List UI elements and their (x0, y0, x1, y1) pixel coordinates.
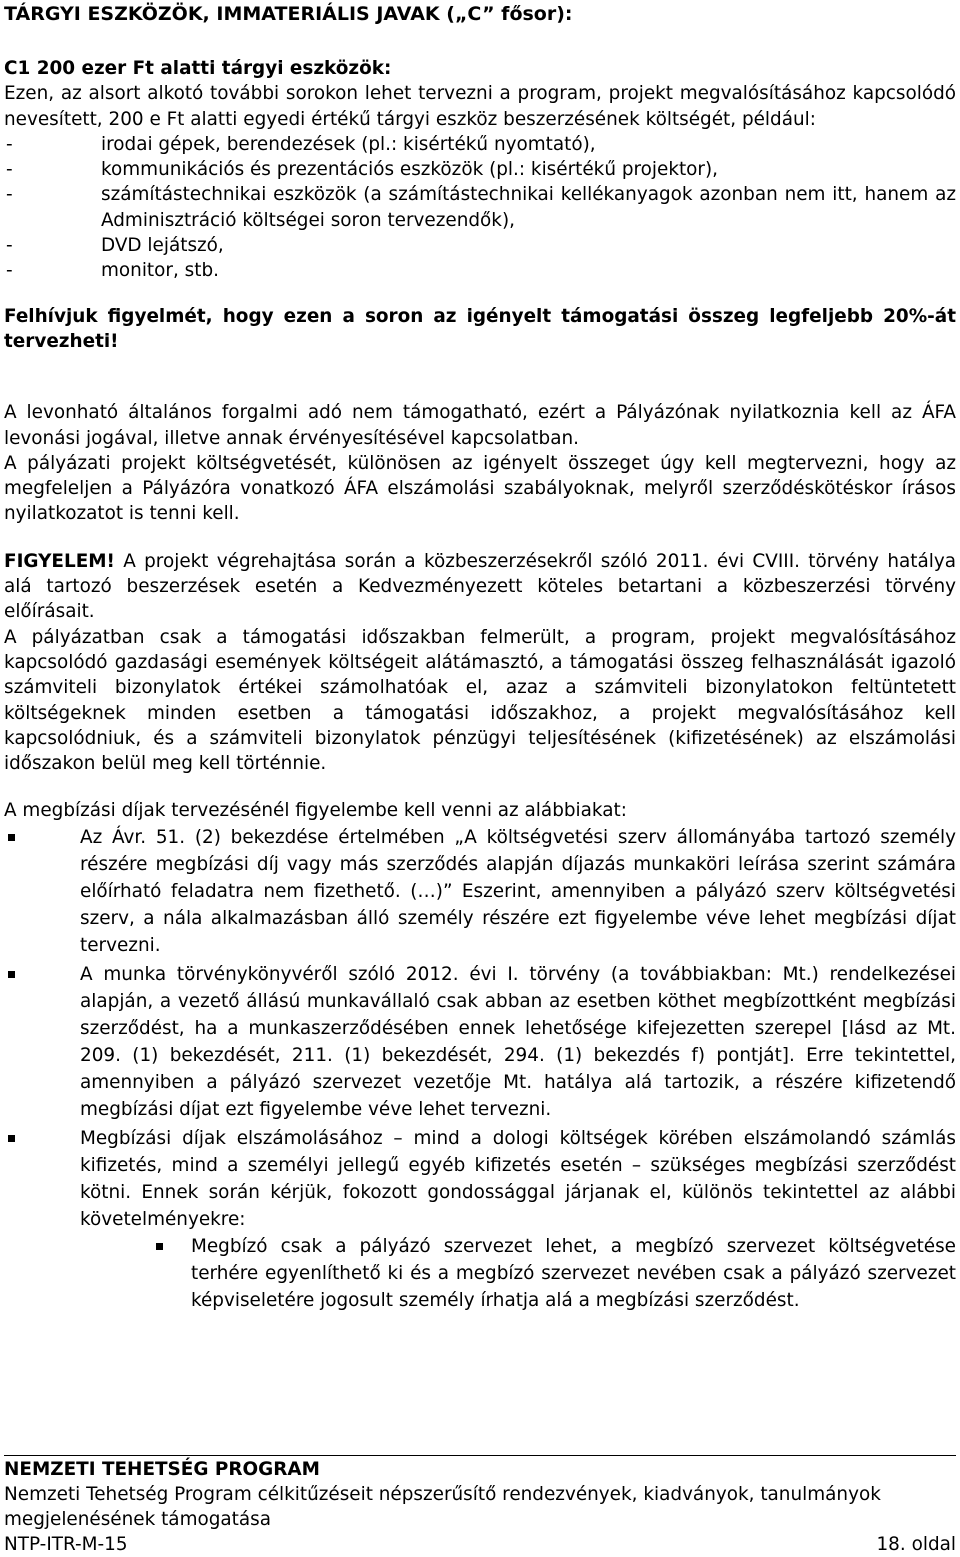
megbizasi-sublist (80, 1233, 956, 1314)
list-item: Az Ávr. 51. (2) bekezdése értelmében „A költségvetési szerv állományába tartozó személy részére megbízási díj vagy más szerződés alapján díjazás munkaköri leírása szerint számára előírható feladatra nem fizethető. (…)” Eszerint, amennyiben a pályázó szerv költségvetési szerv, a nála alkalmazásban álló személy részére ezt figyelembe véve lehet megbízási díjat tervezni. (4, 824, 956, 959)
c1-item-list (4, 132, 956, 284)
footer-code: NTP-ITR-M-15 (4, 1534, 128, 1555)
footer-row (4, 1532, 956, 1557)
page-number: 18. oldal (876, 1534, 956, 1555)
megbizasi-intro: A megbízási díjak tervezésénél figyelembe kell venni az alábbiakat: (4, 800, 627, 822)
page-footer (4, 1455, 956, 1557)
elszamolas-paragraph: A pályázatban csak a támogatási időszakban felmerült, a program, projekt megvalósításához kapcsolódó gazdasági események költségeit alátámasztó, a támogatási összeg felhasználását igazoló számviteli bizonylatok értékei számolhatóak el, azaz a számviteli bizonylatokon feltüntetett költségeknek minden esetben a támogatási időszakhoz, a projekt megvalósításához kell kapcsolódniuk, és a számviteli bizonylatok pénzügyi teljesítésének (kifizetésének) az elszámolási időszakon belül meg kell történnie. (4, 626, 956, 775)
dash-bullet: - (6, 235, 13, 257)
list-item: Megbízó csak a pályázó szervezet lehet, a megbízó szervezet költségvetése terhére egyenlíthető ki és a megbízó szervezet nevében csak a pályázó szervezet képviseletére jogosult személy írhatja alá a megbízási szerződést. (4, 1233, 956, 1314)
figyelem-label: FIGYELEM! (4, 550, 115, 572)
square-bullet-icon (8, 1135, 15, 1142)
afa-paragraph-1: A levonható általános forgalmi adó nem támogatható, ezért a Pályázónak nyilatkoznia kell az ÁFA levonási jogával, illetve annak érvényesítésével kapcsolatban. (4, 402, 956, 449)
dash-bullet: - (6, 260, 13, 282)
document-page (4, 2, 956, 1314)
section-title: TÁRGYI ESZKÖZÖK, IMMATERIÁLIS JAVAK („C” fősor): (4, 3, 573, 25)
dash-bullet: - (6, 133, 13, 155)
c1-warning: Felhívjuk figyelmét, hogy ezen a soron az igényelt támogatási összeg legfeljebb 20%-át tervezheti! (4, 305, 956, 352)
list-item: Megbízási díjak elszámolásához – mind a dologi költségek körében elszámolandó számlás kifizetés, mind a személyi jellegű egyéb kifizetés esetén – szükséges megbízási szerződést kötni. Ennek során kérjük, fokozott gondossággal járjanak el, különös tekintettel az alábbi követelményekre: Megbízó csak a pályázó szervezet lehet, a megbízó szervezet költségvetése terhére egyenlíthető ki és a megbízó szervezet nevében csak a pályázó szervezet képviseletére jogosult személy írhatja alá a megbízási szerződést. (4, 1125, 956, 1314)
list-item: - monitor, stb. (6, 258, 956, 283)
figyelem-text: A projekt végrehajtása során a közbeszerzésekről szóló 2011. évi CVIII. törvény hatálya alá tartozó beszerzések esetén a Kedvezményezett köteles betartani a közbeszerzési törvény előírásait. (4, 550, 956, 623)
square-bullet-icon (8, 971, 15, 978)
footer-program-name: NEMZETI TEHETSÉG PROGRAM (4, 1459, 320, 1480)
megbizasi-list (4, 824, 956, 1314)
list-item: A munka törvénykönyvéről szóló 2012. évi I. törvény (a továbbiakban: Mt.) rendelkezései alapján, a vezető állású munkavállaló csak abban az esetben köthet megbízottként megbízási szerződést, ha a munkaszerződésében ennek lehetősége kifejezetten szerepel [lásd az Mt. 209. (1) bekezdését, 211. (1) bekezdését, 294. (1) bekezdés f) pontját]. Erre tekintettel, amennyiben a pályázó szervezet vezetője Mt. hatálya alá tartozik, a részére kifizetendő megbízási díjat ezt figyelembe véve lehet tervezni. (4, 961, 956, 1123)
c1-heading: C1 200 ezer Ft alatti tárgyi eszközök: (4, 58, 392, 79)
list-item: - DVD lejátszó, (6, 233, 956, 258)
c1-intro: Ezen, az alsort alkotó további sorokon lehet tervezni a program, projekt megvalósításához kapcsolódó nevesített, 200 e Ft alatti egyedi értékű tárgyi eszköz beszerzésének költségét, például: (4, 83, 956, 130)
afa-paragraph-2: A pályázati projekt költségvetését, különösen az igényelt összeget úgy kell megtervezni, hogy az megfeleljen a Pályázóra vonatkozó ÁFA elszámolási szabályoknak, melyről szerződéskötéskor írásos nyilatkozatot is tenni kell. (4, 452, 956, 525)
figyelem-paragraph (4, 549, 956, 625)
list-item: - irodai gépek, berendezések (pl.: kisértékű nyomtató), (6, 132, 956, 157)
list-item: - kommunikációs és prezentációs eszközök (pl.: kisértékű projektor), (6, 157, 956, 182)
list-item: - számítástechnikai eszközök (a számítástechnikai kellékanyagok azonban nem itt, hanem az Adminisztráció költségei soron tervezendők), (6, 184, 956, 231)
footer-description: Nemzeti Tehetség Program célkitűzéseit népszerűsítő rendezvények, kiadványok, tanulmányok megjelenésének támogatása (4, 1484, 881, 1530)
dash-bullet: - (6, 159, 13, 181)
square-bullet-icon (8, 834, 15, 841)
dash-bullet: - (6, 184, 13, 206)
square-bullet-icon (156, 1243, 163, 1250)
